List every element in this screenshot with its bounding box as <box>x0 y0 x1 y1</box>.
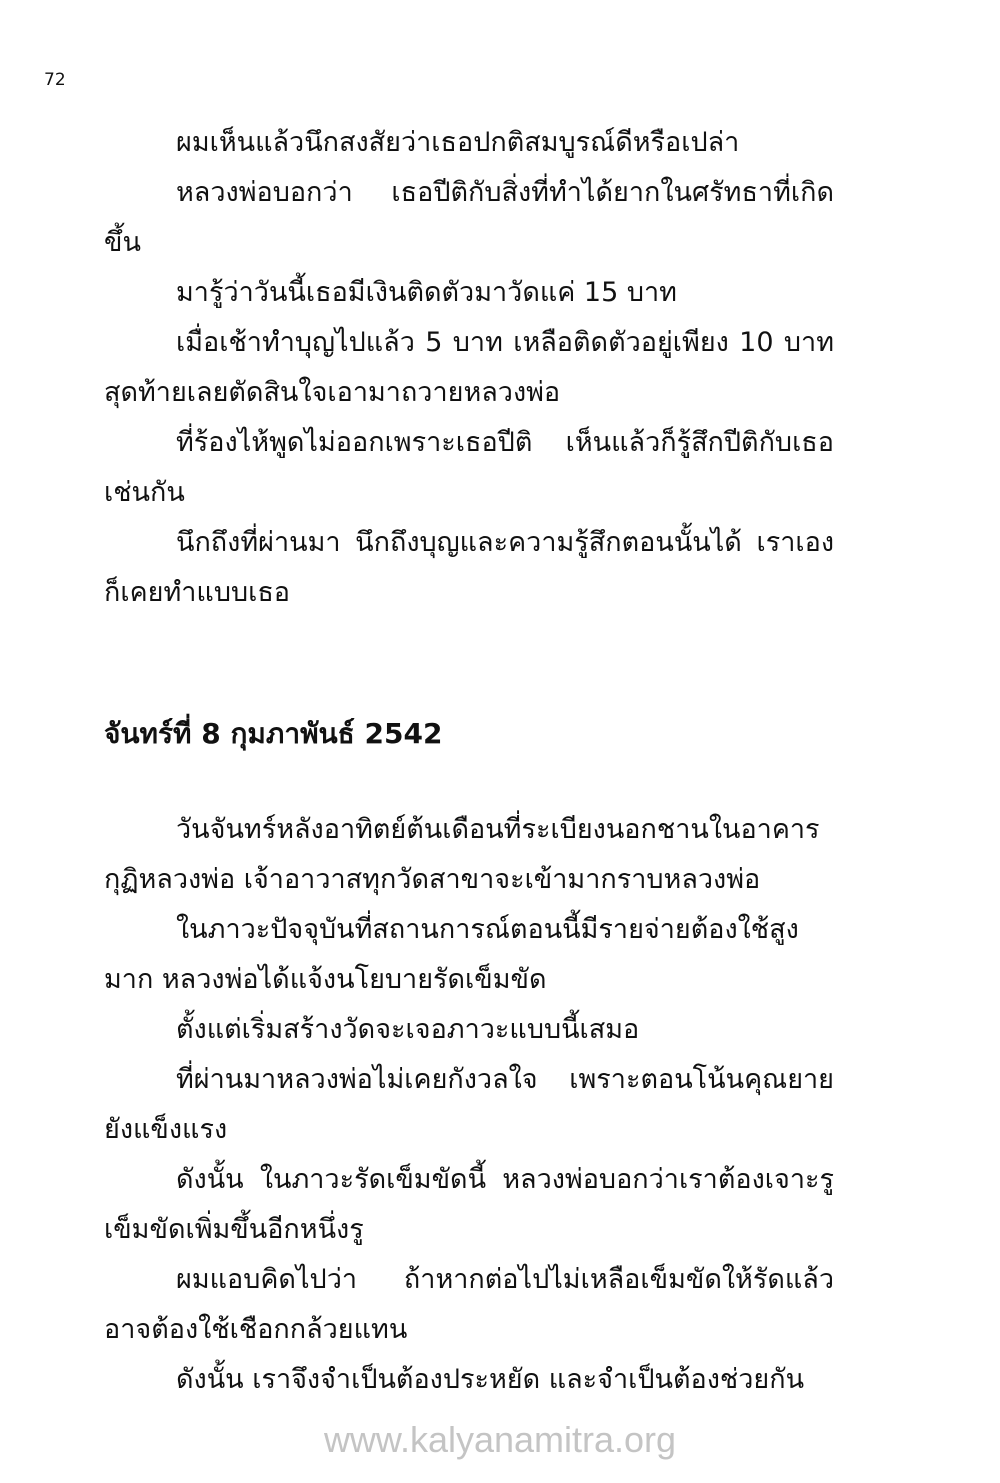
paragraph: ที่ร้องไห้พูดไม่ออกเพราะเธอปีติ เห็นแล้วก็รู้สึกปีติกับเธอเช่นกัน <box>104 427 834 508</box>
page-number: 72 <box>44 70 66 90</box>
paragraph: ดังนั้น เราจึงจำเป็นต้องประหยัด และจำเป็นต้องช่วยกัน <box>176 1364 805 1395</box>
section-heading: จันทร์ที่ 8 กุมภาพันธ์ 2542 <box>104 717 443 750</box>
paragraph: ผมเห็นแล้วนึกสงสัยว่าเธอปกติสมบูรณ์ดีหรือเปล่า <box>176 127 740 158</box>
paragraph: นึกถึงที่ผ่านมา นึกถึงบุญและความรู้สึกตอนนั้นได้ เราเองก็เคยทำแบบเธอ <box>104 527 834 608</box>
watermark: www.kalyanamitra.org <box>323 1419 677 1460</box>
section-1-body <box>104 118 834 618</box>
section-2-body <box>104 805 834 1405</box>
paragraph: เมื่อเช้าทำบุญไปแล้ว 5 บาท เหลือติดตัวอยู่เพียง 10 บาท สุดท้ายเลยตัดสินใจเอามาถวายหลวงพ่อ <box>104 327 834 408</box>
paragraph: ที่ผ่านมาหลวงพ่อไม่เคยกังวลใจ เพราะตอนโน้นคุณยายยังแข็งแรง <box>104 1064 834 1145</box>
paragraph: วันจันทร์หลังอาทิตย์ต้นเดือนที่ระเบียงนอกชานในอาคารกุฏิหลวงพ่อ เจ้าอาวาสทุกวัดสาขาจะเข้ามากราบหลวงพ่อ <box>104 814 820 895</box>
paragraph: ดังนั้น ในภาวะรัดเข็มขัดนี้ หลวงพ่อบอกว่าเราต้องเจาะรูเข็มขัดเพิ่มขึ้นอีกหนึ่งรู <box>104 1164 834 1245</box>
paragraph: ในภาวะปัจจุบันที่สถานการณ์ตอนนี้มีรายจ่ายต้องใช้สูงมาก หลวงพ่อได้แจ้งนโยบายรัดเข็มขัด <box>104 914 799 995</box>
paragraph: หลวงพ่อบอกว่า เธอปีติกับสิ่งที่ทำได้ยากในศรัทธาที่เกิดขึ้น <box>104 177 834 258</box>
paragraph: มารู้ว่าวันนี้เธอมีเงินติดตัวมาวัดแค่ 15 บาท <box>176 277 677 308</box>
paragraph: ตั้งแต่เริ่มสร้างวัดจะเจอภาวะแบบนี้เสมอ <box>176 1014 640 1045</box>
paragraph: ผมแอบคิดไปว่า ถ้าหากต่อไปไม่เหลือเข็มขัดให้รัดแล้วอาจต้องใช้เชือกกล้วยแทน <box>104 1264 834 1345</box>
